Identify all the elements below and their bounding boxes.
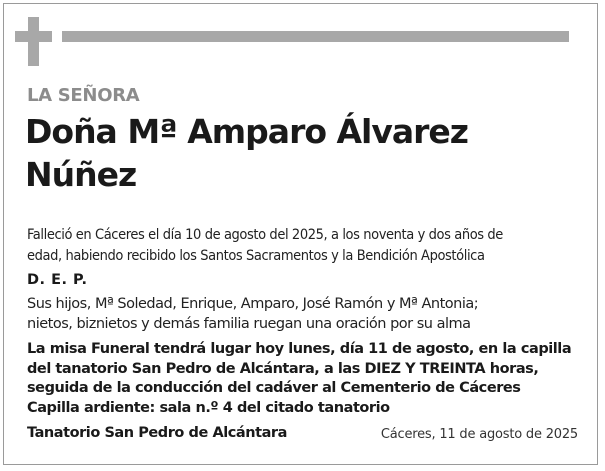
deceased-name (25, 110, 585, 196)
place-and-date: Cáceres, 11 de agosto de 2025 (380, 427, 578, 442)
funeral-details-line-2: del tanatorio San Pedro de Alcántara, a las DIEZ Y TREINTA horas, (27, 360, 539, 377)
death-announcement-line-1: Falleció en Cáceres el día 10 de agosto del 2025, a los noventa y dos años de (27, 227, 503, 243)
family-text-line-2: nietos, biznietos y demás familia ruegan una oración por su alma (27, 316, 471, 332)
rip-text: D. E. P. (27, 272, 88, 288)
deceased-name-line-2: Núñez (25, 155, 137, 194)
honorific-label: LA SEÑORA (27, 85, 140, 106)
deceased-name-line-1: Doña Mª Amparo Álvarez (25, 112, 468, 151)
cross-icon-bar (15, 31, 52, 42)
funeral-home-name: Tanatorio San Pedro de Alcántara (27, 425, 287, 441)
death-announcement (27, 225, 587, 267)
family-text-line-1: Sus hijos, Mª Soledad, Enrique, Amparo, José Ramón y Mª Antonia; (27, 296, 479, 312)
header-rule (62, 31, 569, 42)
funeral-details-line-1: La misa Funeral tendrá lugar hoy lunes, día 11 de agosto, en la capilla (27, 341, 572, 357)
funeral-details (27, 340, 587, 418)
funeral-details-line-3: seguida de la conducción del cadáver al Cementerio de Cáceres (27, 380, 521, 396)
funeral-details-line-4: Capilla ardiente: sala n.º 4 del citado tanatorio (27, 399, 390, 416)
family-text (27, 294, 587, 334)
death-announcement-line-2: edad, habiendo recibido los Santos Sacramentos y la Bendición Apostólica (27, 248, 485, 264)
